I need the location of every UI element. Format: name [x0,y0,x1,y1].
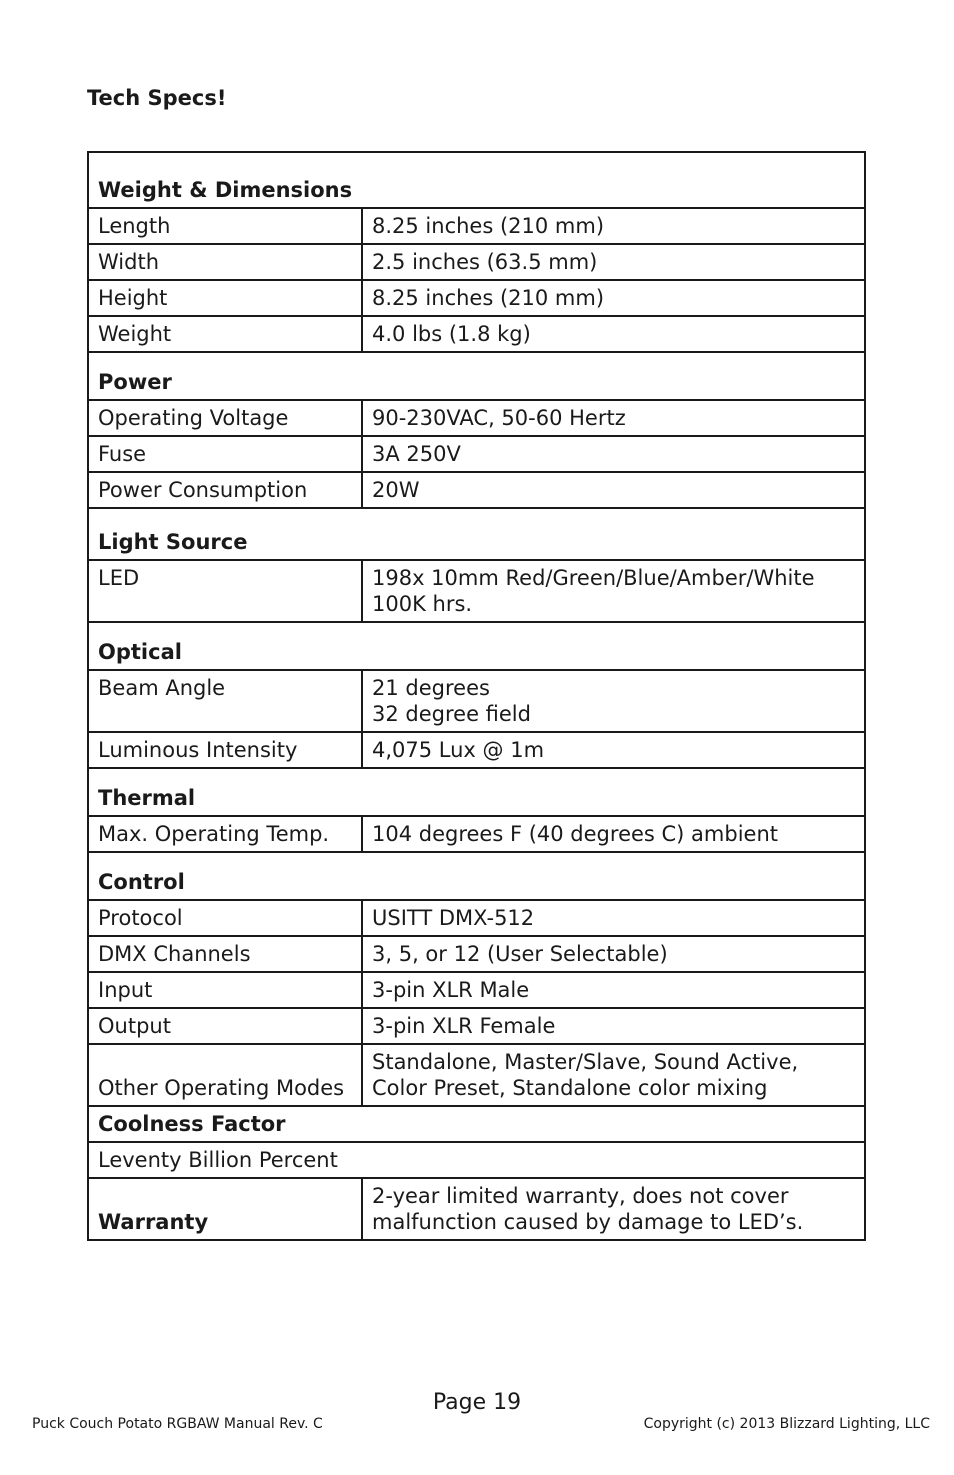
spec-label: Fuse [88,436,362,472]
table-row [88,1142,865,1178]
spec-value: 4.0 lbs (1.8 kg) [362,316,865,352]
spec-label: Protocol [88,900,362,936]
section-title: Weight & Dimensions [88,152,865,208]
spec-label: Power Consumption [88,472,362,508]
spec-value: Leventy Billion Percent [88,1142,865,1178]
section-title: Thermal [88,768,865,816]
section-title: Power [88,352,865,400]
page-number: Page 19 [432,1390,522,1415]
footer-manual-title: Puck Couch Potato RGBAW Manual Rev. C [32,1416,323,1432]
spec-label: Warranty [88,1178,362,1240]
table-row [88,816,865,852]
table-row [88,972,865,1008]
table-row [88,280,865,316]
spec-value: Standalone, Master/Slave, Sound Active, Color Preset, Standalone color mixing [362,1044,865,1106]
section-row-optical [88,622,865,670]
specs-table [87,151,866,1241]
spec-value: 3-pin XLR Male [362,972,865,1008]
spec-value: 104 degrees F (40 degrees C) ambient [362,816,865,852]
spec-label: Operating Voltage [88,400,362,436]
spec-label: Width [88,244,362,280]
spec-label: Weight [88,316,362,352]
spec-value: 2.5 inches (63.5 mm) [362,244,865,280]
spec-label: Max. Operating Temp. [88,816,362,852]
spec-label: Input [88,972,362,1008]
spec-value: 21 degrees 32 degree field [362,670,865,732]
table-row [88,936,865,972]
spec-label: Length [88,208,362,244]
spec-label: Height [88,280,362,316]
spec-label: Luminous Intensity [88,732,362,768]
section-row-weight-dimensions [88,152,865,208]
page-heading: Tech Specs! [87,86,227,110]
spec-value: 198x 10mm Red/Green/Blue/Amber/White 100K hrs. [362,560,865,622]
spec-value: 3A 250V [362,436,865,472]
table-row [88,732,865,768]
table-row [88,400,865,436]
table-row [88,436,865,472]
section-row-light-source [88,508,865,560]
table-row [88,316,865,352]
section-title: Coolness Factor [88,1106,865,1142]
table-row [88,472,865,508]
spec-value: 8.25 inches (210 mm) [362,208,865,244]
table-row [88,900,865,936]
spec-value: 3, 5, or 12 (User Selectable) [362,936,865,972]
spec-label: Beam Angle [88,670,362,732]
spec-value: 2-year limited warranty, does not cover malfunction caused by damage to LED’s. [362,1178,865,1240]
spec-value: 90-230VAC, 50-60 Hertz [362,400,865,436]
section-row-power [88,352,865,400]
table-row [88,670,865,732]
spec-label: LED [88,560,362,622]
table-row [88,1008,865,1044]
table-row [88,208,865,244]
section-title: Light Source [88,508,865,560]
spec-value: 20W [362,472,865,508]
table-row [88,560,865,622]
spec-label: DMX Channels [88,936,362,972]
spec-value: 8.25 inches (210 mm) [362,280,865,316]
spec-value: 4,075 Lux @ 1m [362,732,865,768]
spec-value: 3-pin XLR Female [362,1008,865,1044]
section-row-control [88,852,865,900]
table-row [88,1044,865,1106]
table-row [88,1178,865,1240]
section-row-coolness-factor [88,1106,865,1142]
section-title: Optical [88,622,865,670]
spec-label: Output [88,1008,362,1044]
section-row-thermal [88,768,865,816]
spec-label: Other Operating Modes [88,1044,362,1106]
spec-value: USITT DMX-512 [362,900,865,936]
table-row [88,244,865,280]
footer-copyright: Copyright (c) 2013 Blizzard Lighting, LLC [643,1416,930,1432]
section-title: Control [88,852,865,900]
